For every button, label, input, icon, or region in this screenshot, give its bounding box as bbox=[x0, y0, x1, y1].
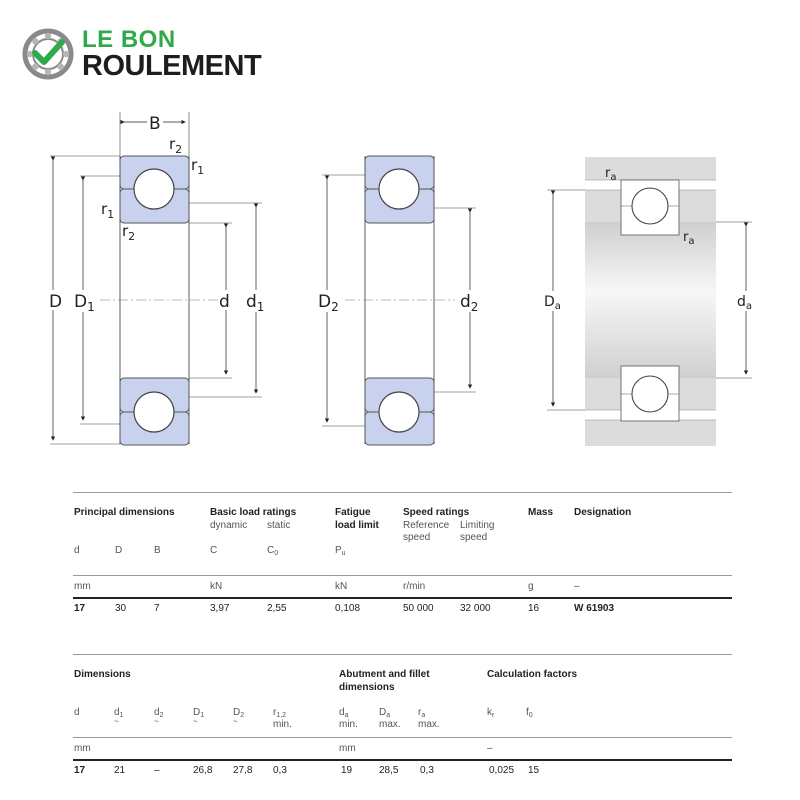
cross-section-view bbox=[46, 112, 267, 445]
header-load-limit: load limit bbox=[335, 520, 379, 531]
header-reference-speed: speed bbox=[403, 532, 431, 543]
unit-mm-abutment: mm bbox=[339, 743, 356, 754]
value-kr: 0,025 bbox=[489, 765, 515, 776]
label-d2: $d_2$ bbox=[460, 292, 479, 314]
symbol-d: d bbox=[74, 707, 80, 718]
label-ra-top: $r_a$ bbox=[605, 166, 617, 183]
table-divider bbox=[73, 737, 732, 738]
symbol-C0: $C_0$ bbox=[267, 545, 279, 557]
table-divider bbox=[73, 759, 732, 761]
bearing-drawings bbox=[0, 100, 800, 460]
table-divider bbox=[73, 492, 732, 493]
table-divider bbox=[73, 654, 732, 655]
value-ra: 0,3 bbox=[420, 765, 434, 776]
value-D2: 27,8 bbox=[233, 765, 253, 776]
value-d: 17 bbox=[74, 603, 86, 614]
value-C: 3,97 bbox=[210, 603, 230, 614]
symbol-Da: $D_a$ max. bbox=[379, 707, 401, 730]
header-abutment-dimensions: dimensions bbox=[339, 682, 395, 693]
header-limiting: Limiting bbox=[460, 520, 495, 531]
symbol-d1: $d_1$ ~ bbox=[114, 707, 124, 726]
symbol-d: d bbox=[74, 545, 80, 556]
unit-rpm: r/min bbox=[403, 581, 426, 592]
symbol-d2: $d_2$ ~ bbox=[154, 707, 164, 726]
label-d1: $d_1$ bbox=[246, 292, 265, 314]
label-Da: $D_a$ bbox=[544, 294, 561, 312]
bearing-check-icon bbox=[22, 28, 74, 80]
brand-line-1: LE BON bbox=[82, 26, 176, 53]
unit-mm: mm bbox=[74, 581, 91, 592]
header-mass: Mass bbox=[528, 507, 554, 518]
symbol-D: D bbox=[115, 545, 123, 556]
header-dynamic: dynamic bbox=[210, 520, 248, 531]
header-static: static bbox=[267, 520, 291, 531]
shoulder-view bbox=[316, 156, 481, 445]
value-d2: – bbox=[154, 765, 160, 776]
symbol-kr: $k_r$ bbox=[487, 707, 495, 719]
header-abutment: Abutment and fillet bbox=[339, 669, 430, 680]
header-speed-ratings: Speed ratings bbox=[403, 507, 470, 518]
unit-mm-dimensions: mm bbox=[74, 743, 91, 754]
symbol-D1: $D_1$ ~ bbox=[193, 707, 205, 726]
value-limiting-speed: 32 000 bbox=[460, 603, 491, 614]
header-dimensions: Dimensions bbox=[74, 669, 131, 680]
label-D2: $D_2$ bbox=[318, 292, 339, 314]
symbol-D2: $D_2$ ~ bbox=[233, 707, 245, 726]
value-f0: 15 bbox=[528, 765, 540, 776]
label-r1-bottom: $r_1$ bbox=[101, 200, 115, 221]
brand-logo bbox=[22, 26, 322, 86]
label-r1-top: $r_1$ bbox=[191, 156, 205, 177]
header-fatigue: Fatigue bbox=[335, 507, 371, 518]
label-D1: $D_1$ bbox=[74, 292, 95, 314]
label-D: D bbox=[49, 292, 63, 312]
unit-g: g bbox=[528, 581, 534, 592]
dimensions-table bbox=[73, 654, 732, 784]
symbol-ra: $r_a$ max. bbox=[418, 707, 440, 730]
label-da: $d_a$ bbox=[737, 294, 753, 312]
value-mass: 16 bbox=[528, 603, 540, 614]
value-d1: 21 bbox=[114, 765, 126, 776]
label-d: d bbox=[219, 292, 230, 312]
value-d: 17 bbox=[74, 765, 86, 776]
header-principal-dimensions: Principal dimensions bbox=[74, 507, 175, 518]
header-reference: Reference bbox=[403, 520, 450, 531]
unit-kN-load: kN bbox=[210, 581, 223, 592]
value-B: 7 bbox=[154, 603, 160, 614]
value-D1: 26,8 bbox=[193, 765, 213, 776]
label-ra-right: $r_a$ bbox=[683, 230, 695, 247]
header-limiting-speed: speed bbox=[460, 532, 488, 543]
value-da: 19 bbox=[341, 765, 353, 776]
symbol-C: C bbox=[210, 545, 218, 556]
symbol-Pu: $P_u$ bbox=[335, 545, 346, 557]
mounting-view bbox=[542, 157, 756, 446]
label-r2-bottom: $r_2$ bbox=[122, 222, 136, 243]
brand-line-2: ROULEMENT bbox=[82, 50, 262, 82]
unit-dash: – bbox=[487, 743, 493, 754]
unit-kN-fatigue: kN bbox=[335, 581, 348, 592]
value-D: 30 bbox=[115, 603, 127, 614]
table-divider bbox=[73, 575, 732, 576]
ratings-table bbox=[73, 492, 732, 612]
value-reference-speed: 50 000 bbox=[403, 603, 434, 614]
label-r2-top: $r_2$ bbox=[169, 135, 183, 156]
value-Pu: 0,108 bbox=[335, 603, 361, 614]
symbol-B: B bbox=[154, 545, 161, 556]
unit-dash: – bbox=[574, 581, 580, 592]
header-designation: Designation bbox=[574, 507, 632, 518]
value-C0: 2,55 bbox=[267, 603, 287, 614]
header-basic-load-ratings: Basic load ratings bbox=[210, 507, 297, 518]
value-designation: W 61903 bbox=[574, 603, 615, 614]
symbol-da: $d_a$ min. bbox=[339, 707, 358, 730]
symbol-f0: $f_0$ bbox=[526, 707, 533, 719]
label-B: B bbox=[149, 114, 161, 134]
header-calculation-factors: Calculation factors bbox=[487, 669, 578, 680]
value-Da: 28,5 bbox=[379, 765, 399, 776]
symbol-r12: $r_{1,2}$ min. bbox=[273, 707, 292, 730]
value-r12: 0,3 bbox=[273, 765, 287, 776]
table-divider bbox=[73, 597, 732, 599]
